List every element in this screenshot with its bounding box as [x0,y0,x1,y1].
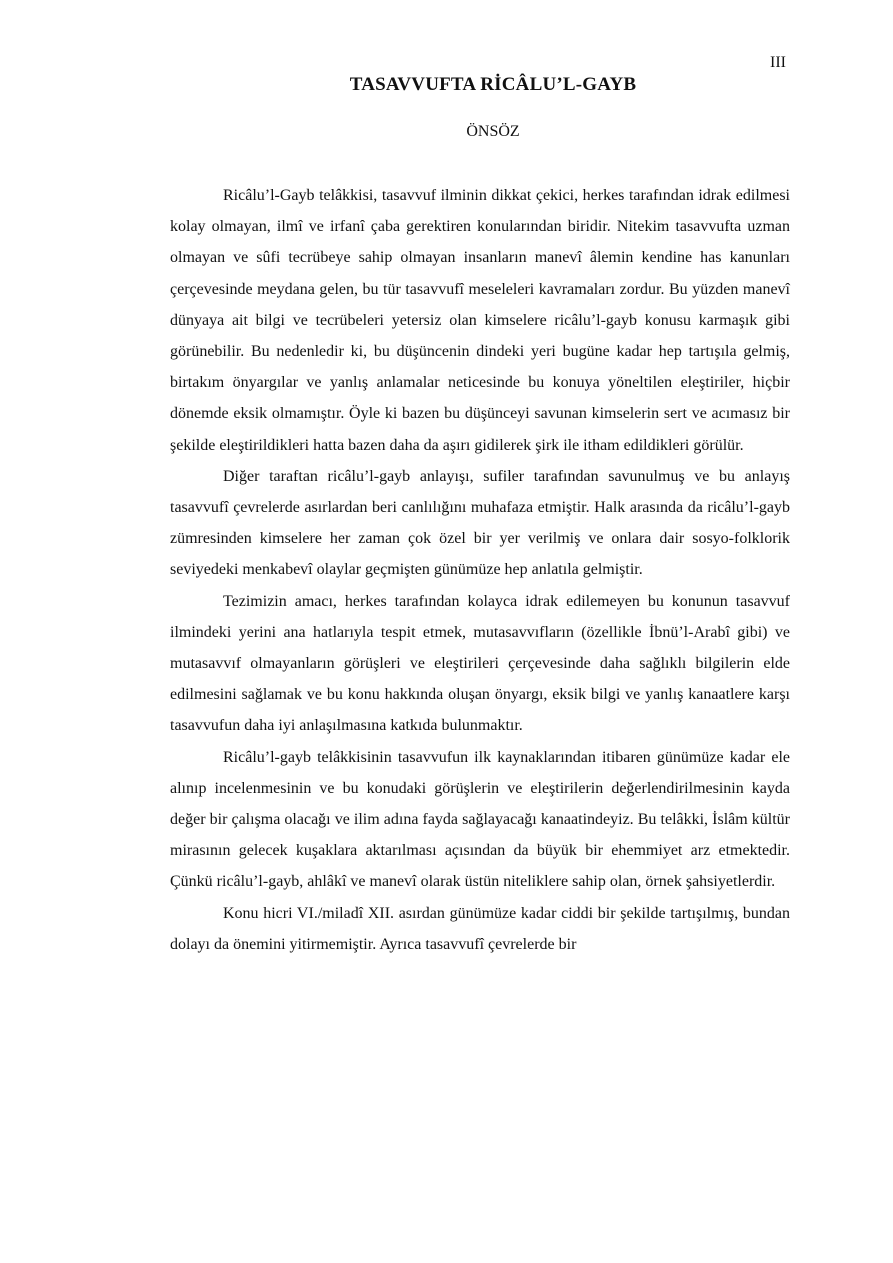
paragraph: Ricâlu’l-Gayb telâkkisi, tasavvuf ilminin dikkat çekici, herkes tarafından idrak edilmesi kolay olmayan, ilmî ve irfanî çaba gerektiren konularından biridir. Nitekim tasavvufta uzman olmayan ve sûfi tecrübeye sahip olmayan insanların manevî âlemin kendine has kanunları çerçevesinde meydana gelen, bu tür tasavvufî meseleleri kavramaları zordur. Bu yüzden manevî dünyaya ait bilgi ve tecrübeleri yetersiz olan kimselere ricâlu’l-gayb konusu karmaşık gibi görünebilir. Bu nedenledir ki, bu düşüncenin dindeki yeri bugüne kadar hep tartışıla gelmiş, birtakım önyargılar ve yanlış anlamalar neticesinde bu konuya yöneltilen eleştiriler, hiçbir dönemde eksik olmamıştır. Öyle ki bazen bu düşünceyi savunan kimselerin sert ve acımasız bir şekilde eleştirildikleri hatta bazen daha da aşırı gidilerek şirk ile itham edildikleri görülür. [170,187,790,454]
thesis-title: TASAVVUFTA RİCÂLU’L-GAYB [349,74,637,95]
paragraph: Diğer taraftan ricâlu’l-gayb anlayışı, sufiler tarafından savunulmuş ve bu anlayış tasavvufî çevrelerde asırlardan beri canlılığını muhafaza etmiştir. Halk arasında da ricâlu’l-gayb zümresinden kimselere her zaman çok özel bir yer verilmiş ve onlara dair sosyo-folklorik seviyedeki menkabevî olaylar geçmişten günümüze hep anlatıla gelmiştir. [170,467,790,579]
paragraph: Konu hicri VI./miladî XII. asırdan günümüze kadar ciddi bir şekilde tartışılmış, bundan dolayı da önemini yitirmemiştir. Ayrıca tasavvufî çevrelerde bir [170,904,790,953]
body-text [170,180,790,960]
paragraph: Ricâlu’l-gayb telâkkisinin tasavvufun ilk kaynaklarından itibaren günümüze kadar ele alınıp incelenmesinin ve bu konudaki görüşlerin ve eleştirilerin değerlendirilmesinin kayda değer bir çalışma olacağı ve ilim adına fayda sağlayacağı kanaatindeyiz. Bu telâkki, İslâm kültür mirasının gelecek kuşaklara aktarılması açısından da büyük bir ehemmiyet arz etmektedir. Çünkü ricâlu’l-gayb, ahlâkî ve manevî olarak üstün niteliklere sahip olan, örnek şahsiyetlerdir. [170,748,790,891]
section-heading: ÖNSÖZ [466,123,520,140]
page-number: III [770,54,786,71]
paragraph: Tezimizin amacı, herkes tarafından kolayca idrak edilemeyen bu konunun tasavvuf ilmindeki yerini ana hatlarıyla tespit etmek, mutasavvıfların (özellikle İbnü’l-Arabî gibi) ve mutasavvıf olmayanların görüşleri ve eleştirileri çerçevesinde daha sağlıklı bilgilerin elde edilmesini sağlamak ve bu konu hakkında oluşan önyargı, eksik bilgi ve yanlış kanaatlere karşı tasavvufun daha iyi anlaşılmasına katkıda bulunmaktır. [170,592,790,735]
